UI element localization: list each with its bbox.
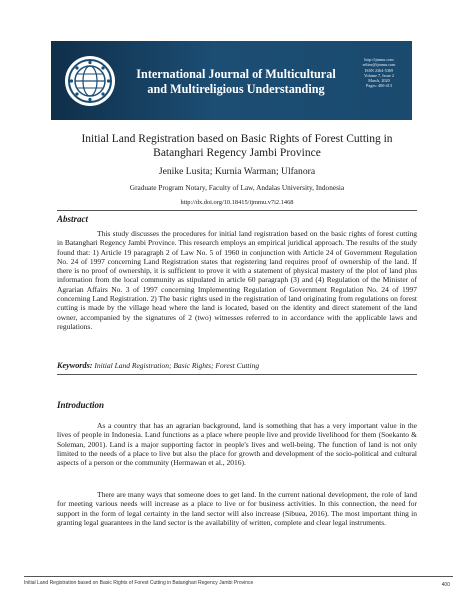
journal-logo-icon [65, 56, 115, 106]
journal-title-line-2: and Multireligious Understanding [147, 82, 325, 96]
footer-divider [24, 576, 453, 577]
divider-bottom [57, 374, 417, 375]
introduction-paragraph-2: There are many ways that someone does to get land. In the current national development, the role of land for meeting various needs will increase as a place to live or for business activities. In this connection, the need for support in the form of legal certainty in the land sector will also increase (Sibuea, 2016). The most important thing in granting legal guarantees in the land sector is the availability of written, complete and clear legal instruments. [57, 490, 417, 527]
journal-banner [51, 41, 412, 120]
abstract-heading: Abstract [57, 214, 89, 224]
journal-meta [349, 57, 409, 89]
footer-running-title: Initial Land Registration based on Basic Rights of Forest Cutting in Batanghari Regency Jambi Province [24, 580, 254, 586]
abstract-text: This study discusses the procedures for initial land registration based on the basic rights of forest cutting in Batanghari Regency Jambi Province. This research employs an empirical juridical approach. The results of the study found that: 1) Article 19 paragraph 2 of Law No. 5 of 1960 in conjunction with Article 24 of Government Regulation No. 24 of 1997 concerning Land Registration states that registering land requires proof of ownership of the land. If there is no proof of ownership, it is sufficient to prove it with a statement of physical mastery of the plot of land plus information from the local community as stipulated in article 60 paragraph (3) and (4) Regulation of the Minister of Agrarian Affairs No. 3 of 1997 concerning Implementing Regulation of Government Regulation No. 24 of 1997 concerning Land Registration. 2) The basic rights used in the registration of land originating from regulations on forest cutting is made by the village head where the land is located, based on the identity and direct statement of the land owner, accompanied by the signatures of 2 (two) witnesses referred to in accordance with the applicable laws and regulations. [57, 229, 417, 331]
journal-pages: Pages: 400-413 [366, 83, 392, 89]
introduction-heading: Introduction [57, 400, 105, 410]
keywords-text: Initial Land Registration; Basic Rights; Forest Cutting [94, 361, 260, 370]
journal-volume: Volume 7, Issue 2 [364, 72, 394, 78]
article-title: Initial Land Registration based on Basic Rights of Forest Cutting in Batanghari Regency Jambi Province [81, 133, 393, 159]
journal-date: March, 2020 [368, 78, 390, 84]
keywords [57, 361, 417, 370]
journal-title [131, 67, 341, 97]
article-doi-link[interactable]: http://dx.doi.org/10.18415/ijmmu.v7i2.1468 [180, 199, 294, 206]
journal-email[interactable]: editor@ijmmu.com [362, 62, 396, 68]
divider-top [57, 210, 417, 211]
keywords-label: Keywords: [57, 361, 93, 370]
journal-url[interactable]: http://ijmmu.com [364, 57, 394, 62]
journal-issn: ISSN 2364-5369 [364, 67, 394, 73]
article-affiliation: Graduate Program Notary, Faculty of Law, Andalas University, Indonesia [129, 183, 345, 192]
page-number: 400 [441, 582, 450, 588]
journal-title-line-1: International Journal of Multicultural [136, 67, 336, 81]
article-authors: Jenike Lusita; Kurnia Warman; Ulfanora [158, 166, 316, 177]
introduction-paragraph-1: As a country that has an agrarian background, land is something that has a very important value in the lives of people in Indonesia. Land functions as a place where people live and provide livelihood for them (Soekanto & Soleman, 2001). Land is a major supporting factor in people's lives and well-being. The function of land is not only limited to the needs of a place to live but also the place for growth and development of the socio-political and cultural aspects of a person or the community (Hermawan et al., 2016). [57, 421, 417, 468]
